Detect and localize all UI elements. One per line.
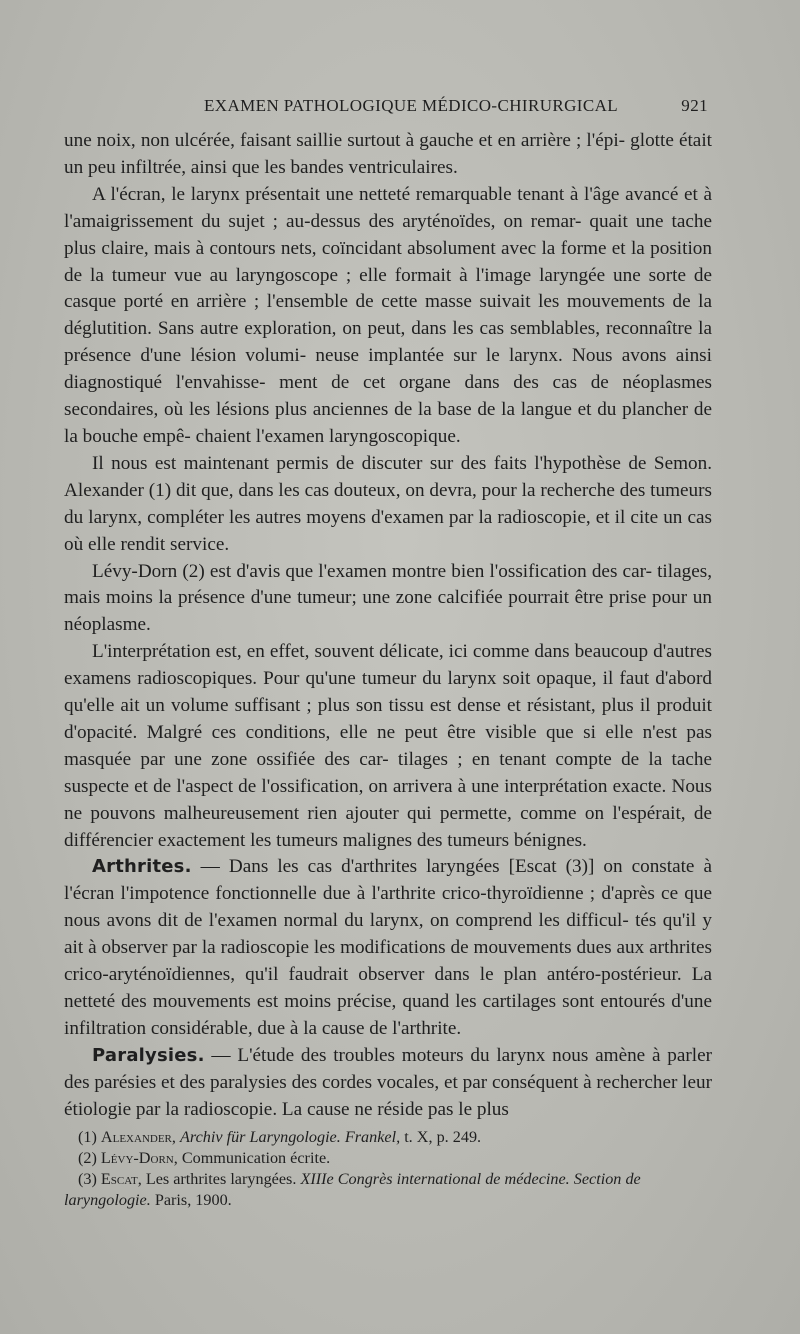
paragraph: [64, 451, 712, 559]
footnote-title: Archiv für Laryngologie. Frankel,: [179, 1128, 401, 1146]
footnote-marker: (3): [78, 1170, 97, 1188]
running-title: EXAMEN PATHOLOGIQUE MÉDICO-CHIRURGICAL: [204, 96, 619, 115]
footnote-title: XIIIe Congrès international de médecine. Section de laryngologie.: [64, 1170, 641, 1209]
footnotes: [64, 1127, 712, 1211]
paragraph-text: L'interprétation est, en effet, souvent délicate, ici comme dans beaucoup d'autres examens radioscopiques. Pour qu'une tumeur du larynx soit opaque, il faut d'abord qu'elle ait un volume suffisant ; plus son tissu est dense et résistant, plus il produit d'opacité. Malgré ces conditions, elle ne peut être visible que si elle n'est pas masquée par une zone ossifiée des car- tilages ; en tenant compte de la tache suspecte et de l'aspect de l'ossification, on arrivera à une interprétation exacte. Nous ne pouvons malheureusement rien ajouter qui permette, comme on l'espérait, de différencier exactement les tumeurs malignes des tumeurs bénignes.: [64, 641, 712, 851]
section-heading-arthrites: Arthrites.: [92, 856, 192, 878]
paragraph-paralysies: [64, 1043, 712, 1124]
footnote-author: Alexander,: [100, 1128, 176, 1146]
paragraph-text: Lévy-Dorn (2) est d'avis que l'examen montre bien l'ossification des car- tilages, mais moins la présence d'une tumeur; une zone calcifiée pourrait être prise pour un néoplasme.: [64, 560, 712, 636]
paragraph-text: une noix, non ulcérée, faisant saillie surtout à gauche et en arrière ; l'épi- glotte était un peu infiltrée, ainsi que les bandes ventriculaires.: [64, 130, 712, 178]
running-header: [64, 90, 708, 120]
footnote: [64, 1169, 712, 1211]
footnote-author: Lévy-Dorn,: [100, 1149, 178, 1167]
paragraph: [64, 182, 712, 451]
page-number: 921: [681, 96, 708, 115]
body-text: [64, 128, 712, 1124]
footnote-ref: Communication écrite.: [181, 1149, 331, 1167]
footnote-author: Escat,: [100, 1170, 142, 1188]
footnote-text: Les arthrites laryngées.: [145, 1170, 301, 1188]
footnote: [64, 1148, 712, 1169]
paragraph-text: — L'étude des troubles moteurs du larynx nous amène à parler des parésies et des paralysies des cordes vocales, et par conséquent à rechercher leur étiologie par la radioscopie. La cause ne réside pas le plus: [64, 1044, 712, 1120]
paragraph-text: — Dans les cas d'arthrites laryngées [Escat (3)] on constate à l'écran l'impotence fonctionnelle due à l'arthrite crico-thyroïdienne ; d'après ce que nous avons dit de l'examen normal du larynx, on comprend les difficul- tés qu'il y ait à observer par la radioscopie les modifications de mouvements dues aux arthrites crico-aryténoïdiennes, qu'il faudrait observer dans le plan antéro-postérieur. La netteté des mouvements est moins précise, quand les cartilages sont entourés d'une infiltration considérable, due à la cause de l'arthrite.: [64, 856, 712, 1039]
paragraph-arthrites: [64, 854, 712, 1042]
paragraph: [64, 639, 712, 854]
paragraph: [64, 559, 712, 640]
footnote-marker: (1): [78, 1128, 97, 1146]
paragraph: [64, 128, 712, 182]
footnote-ref: Paris, 1900.: [150, 1191, 232, 1209]
footnote-ref: t. X, p. 249.: [400, 1128, 482, 1146]
paragraph-text: A l'écran, le larynx présentait une netteté remarquable tenant à l'âge avancé et à l'amaigrissement du sujet ; au-dessus des aryténoïdes, on remar- quait une tache plus claire, mais à contours nets, coïncidant absolument avec la forme et la position de la tumeur vue au laryngoscope ; elle formait à l'image laryngée une sorte de casque porté en arrière ; l'ensemble de cette masse suivait les mouvements de la déglutition. Sans autre exploration, on peut, dans les cas semblables, reconnaître la présence d'une lésion volumi- neuse implantée sur le larynx. Nous avons ainsi diagnostiqué l'envahisse- ment de cet organe dans des cas de néoplasmes secondaires, où les lésions plus anciennes de la base de la langue et du plancher de la bouche empê- chaient l'examen laryngoscopique.: [64, 183, 712, 447]
footnote: [64, 1127, 712, 1148]
paragraph-text: Il nous est maintenant permis de discuter sur des faits l'hypothèse de Semon. Alexander (1) dit que, dans les cas douteux, on devra, pour la recherche des tumeurs du larynx, compléter les autres moyens d'examen par la radioscopie, et il cite un cas où elle rendit service.: [64, 452, 712, 555]
footnote-marker: (2): [78, 1149, 97, 1167]
section-heading-paralysies: Paralysies.: [92, 1044, 205, 1066]
